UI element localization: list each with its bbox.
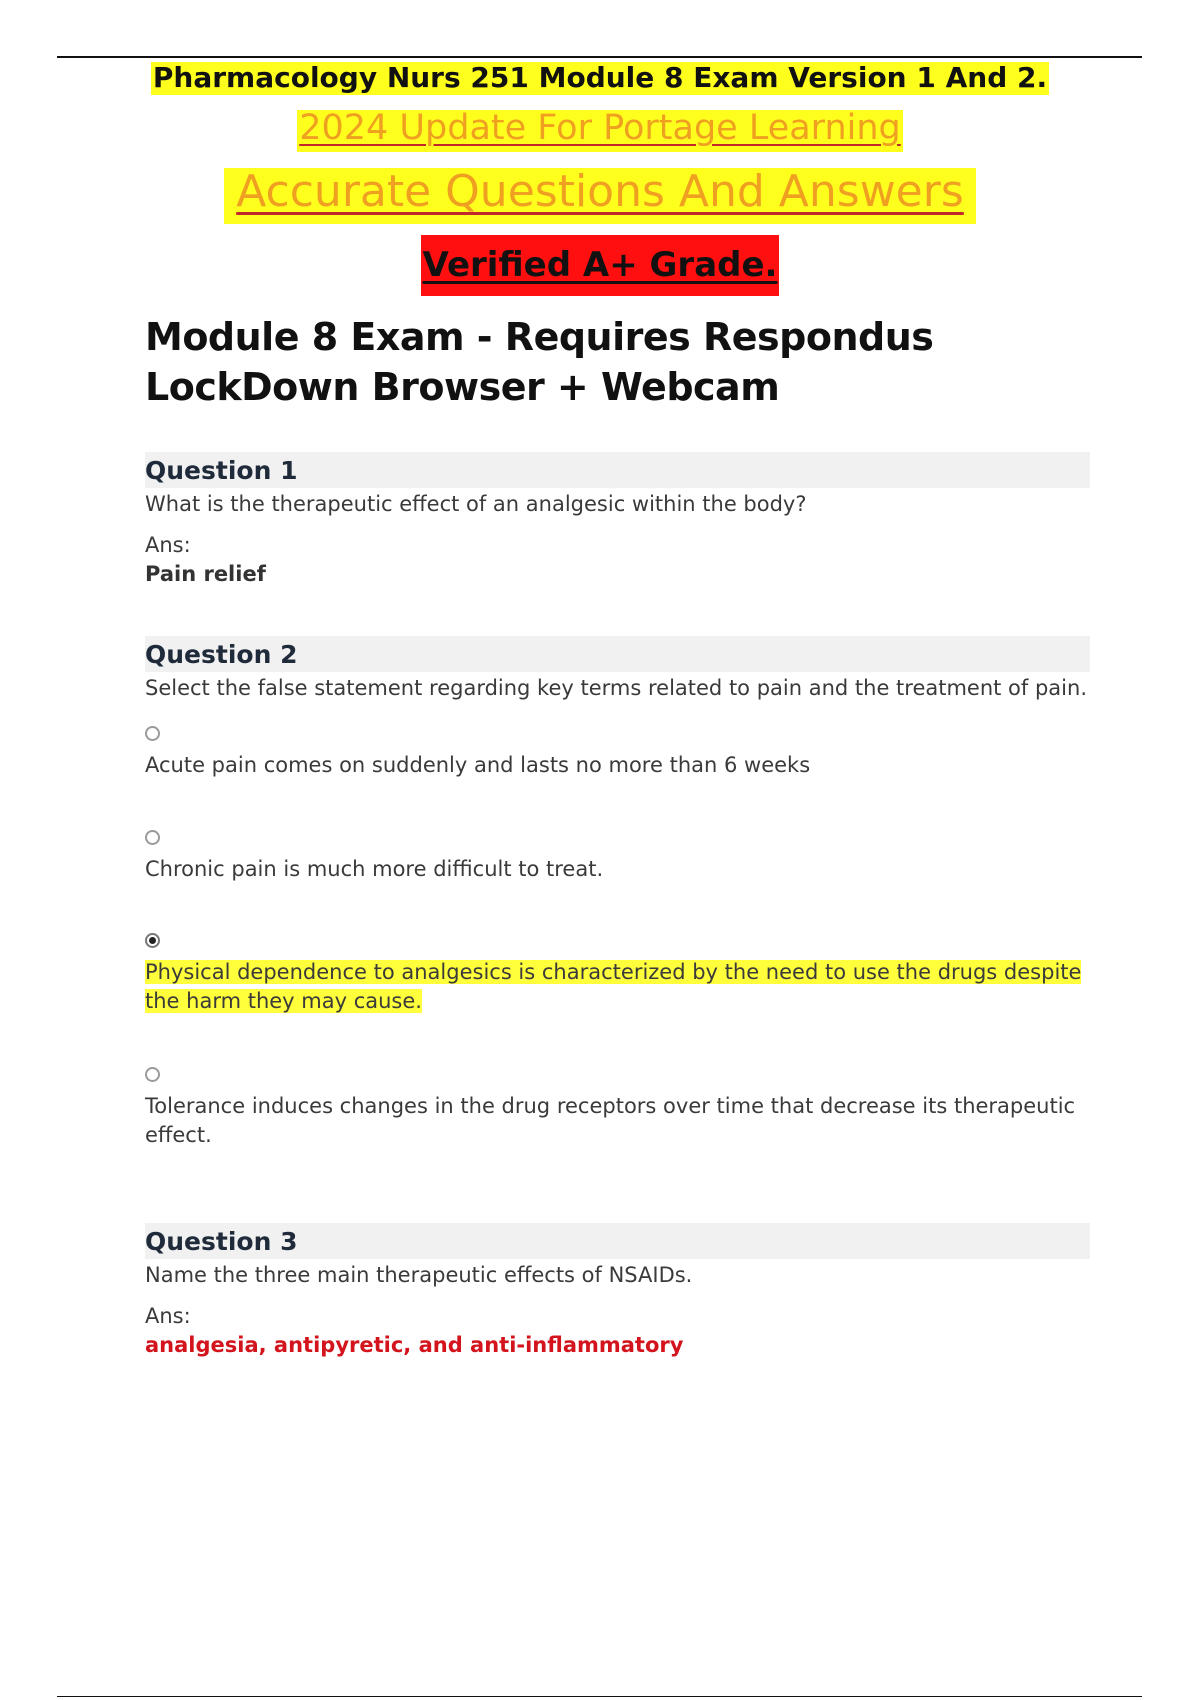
option-text: Tolerance induces changes in the drug receptors over time that decrease its therapeutic effect. [145, 1094, 1076, 1147]
answer-label: Ans: [145, 1304, 191, 1328]
answer-option-2[interactable] [145, 830, 1090, 884]
answer-option-3[interactable] [145, 933, 1090, 1016]
question-text: What is the therapeutic effect of an analgesic within the body? [145, 492, 807, 516]
option-text: Acute pain comes on suddenly and lasts no more than 6 weeks [145, 753, 811, 777]
banner-accurate-text: Accurate Questions And Answers [224, 168, 976, 224]
answer-value: analgesia, antipyretic, and anti-inflammatory [145, 1333, 684, 1357]
question-2 [145, 636, 1090, 703]
question-text: Name the three main therapeutic effects of NSAIDs. [145, 1263, 693, 1287]
banner-update-line [0, 110, 1200, 152]
answer-option-4[interactable] [145, 1067, 1090, 1150]
answer-label: Ans: [145, 533, 191, 557]
banner-verified-badge: Verified A+ Grade. [421, 235, 780, 296]
top-rule [57, 56, 1142, 58]
question-text: Select the false statement regarding key terms related to pain and the treatment of pain. [145, 676, 1087, 700]
banner-title-line [0, 62, 1200, 95]
option-text-highlight: Physical dependence to analgesics is characterized by the need to use the drugs despite the harm they may cause. [145, 960, 1082, 1013]
question-3 [145, 1223, 1090, 1360]
page-title: Module 8 Exam - Requires Respondus LockDown Browser + Webcam [145, 315, 934, 409]
radio-button[interactable] [145, 726, 160, 741]
banner-verified-line [0, 235, 1200, 296]
question-1 [145, 452, 1090, 589]
radio-button[interactable] [145, 830, 160, 845]
option-text: Chronic pain is much more difficult to treat. [145, 857, 604, 881]
question-header: Question 1 [145, 452, 1090, 488]
banner-update-text: 2024 Update For Portage Learning [297, 110, 903, 152]
question-header: Question 2 [145, 636, 1090, 672]
option-text-highlighted [145, 958, 1090, 1016]
bottom-rule [57, 1696, 1142, 1697]
answer-option-1[interactable] [145, 726, 1090, 780]
radio-button-selected[interactable] [145, 933, 160, 948]
banner-course-title: Pharmacology Nurs 251 Module 8 Exam Version 1 And 2. [152, 61, 1048, 94]
radio-button[interactable] [145, 1067, 160, 1082]
answer-value: Pain relief [145, 562, 266, 586]
banner-accurate-line [0, 168, 1200, 224]
question-header: Question 3 [145, 1223, 1090, 1259]
